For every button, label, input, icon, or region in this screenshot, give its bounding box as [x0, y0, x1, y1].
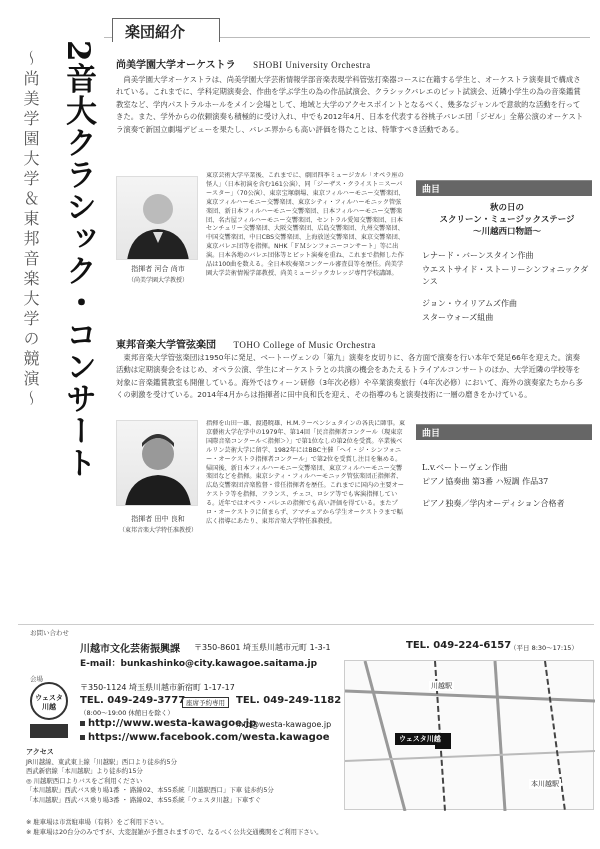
shobi-program-item: ウエストサイド・ストーリーシンフォニックダンス	[422, 265, 589, 286]
shobi-program-item: ジョン・ウイリアムズ作曲	[422, 299, 518, 308]
access-note: ※ 駐車場は20台分のみですが、大変混雑が予想されますので、なるべく公共交通機関をご利用下さい。	[26, 827, 323, 836]
toho-conductor-bio: 指揮を山田一雄、渡邉暁雄、H.M.ラーベンシュタインの各氏に師事。東京藝術大学在学中の1979年、第14回「民音指揮者コンクール（現東京国際音楽コンクール＜指揮＞）」で第1位なしの第2位を受賞。卒業後ベルリン芸術大学に留学、1982年にはBBC主催「ヘイ・ジ・シンフォニー・オーケストラ指揮者コンクール」で第2位を受賞し注目を集める。帰国後、新日本フィルハーモニー交響楽団、東京フィルハーモニー交響楽団などを指揮。東京シティ・フィルハーモニック管弦楽団正指揮者、広島交響楽団音楽監督・常任指揮者を歴任。これまでに国内の主要オーケストラ等を指揮、フランス、チェコ、ロシア等でも客演指揮している。近年ではオペラ・バレエの指揮でも高い評価を得ている。またプロ・オーケストラに留まらず、アマチュアから学生オーケストラまで幅広く指導にあたり、東邦音楽大学特任准教授。	[206, 420, 406, 525]
bullet-icon	[80, 721, 85, 726]
shobi-program-item: レナード・バーンスタイン作曲	[422, 251, 534, 260]
access-item: 「本川越駅」西武バス乗り場1番 ・ 路線02、本55系統「川越駅西口」下車 徒歩約5分	[26, 786, 274, 795]
section-heading: 楽団紹介	[125, 23, 186, 41]
venue-facebook-row	[80, 732, 330, 743]
access-map	[344, 660, 594, 810]
map-station-label: 川越駅	[431, 682, 452, 690]
shobi-conductor-bio: 東京芸術大学卒業後、これまでに、劇団四季ミュージカル「オペラ座の怪人」（日本初演を含む161公演）、同「ジーザス・クライスト＝スーパースター」（70公演）、東京宝塚劇場、東京フィルハーモニー交響楽団、東京フィルハーモニー交響楽団、東京シティ・フィルハーモニック管弦楽団、新日本フィルハーモニー交響楽団、日本フィルハーモニー交響楽団、名古屋フィルハーモニー交響楽団、セントラル愛知交響楽団、日本センチュリー交響楽団、大阪交響楽団、広島交響楽団、九州交響楽団、中国交響楽団、中日CBS交響楽団、上海放送交響楽団、東京交響楽団、東京バレエ団等を指揮。NHK「ＦＭシンフォニーコンサート」等に出演。日本各地のバレエ団体等とピット演奏を重ね、これまで指揮した作品は100曲を数える。全日本吹奏楽コンクール審査員等を歴任。尚美学園大学芸術情報学部教授、尚美ミュージックカレッジ専門学校講師。	[206, 172, 405, 277]
facebook-badge[interactable]	[30, 724, 68, 738]
section-header	[104, 14, 590, 41]
access-notes	[26, 818, 586, 837]
venue-label: 会場	[30, 675, 43, 683]
reserve-label: 座席予約専用	[182, 697, 229, 708]
contact-tel: TEL. 049-224-6157	[406, 640, 512, 651]
access-item: 「本川越駅」西武バス乗り場3番 ・ 路線02、本55系統「ウェスタ川越」下車すぐ	[26, 795, 262, 804]
access-item: 西武新宿線「本川越駅」より徒歩約15分	[26, 767, 143, 776]
divider	[18, 624, 594, 625]
access-heading: アクセス	[26, 748, 54, 756]
vertical-title-block	[18, 40, 96, 620]
reserve-tel: TEL. 049-249-1182	[236, 695, 342, 706]
contact-label: お問い合わせ	[30, 629, 69, 637]
venue-facebook[interactable]: https://www.facebook.com/westa.kawagoe	[88, 732, 330, 743]
shobi-program	[416, 180, 592, 324]
map-station-label: 本川越駅	[531, 780, 559, 788]
contact-address: 〒350-8601 埼玉県川越市元町 1-3-1	[194, 643, 331, 652]
toho-program-item: ピアノ独奏／学内オーディション合格者	[422, 499, 565, 508]
access-item: ◎ 川越駅西口よりバスをご利用ください	[26, 776, 143, 785]
access-note: ※ 駐車場は市営駐車場（有料）をご利用下さい。	[26, 818, 168, 826]
contact-org: 川越市文化芸術振興課	[80, 644, 180, 655]
venue-address: 〒350-1124 埼玉県川越市新宿町 1-17-17	[80, 683, 235, 692]
shobi-title	[116, 56, 371, 71]
venue-email[interactable]: info@westa-kawagoe.jp	[236, 720, 332, 729]
toho-description: 東邦音楽大学管弦楽団は1950年に発足、ベートーヴェンの「第九」演奏を皮切りに、各方面で演奏を行い本年で発足66年を迎えた。演奏活動は定期演奏会をはじめ、オペラ公演、学生にオーケストラとの共演の機会をあたえるトライアルコンサートのほか、大学近隣の学校等を対象に音楽鑑賞教室も開催している。海外ではウィーン研修（3年次必修）や卒業演奏旅行（4年次必修）において、海外の演奏家たちから多くの刺激を受けている。2014年4月からは指揮者に田中良和氏を迎え、その指導のもと演奏技術に一層の磨きをかけている。	[116, 353, 583, 400]
map-venue-label: ウェスタ川越	[395, 733, 445, 745]
bullet-icon	[80, 735, 85, 740]
shobi-program-item: スターウォーズ組曲	[422, 313, 494, 322]
toho-program	[416, 424, 592, 510]
shobi-conductor-caption: 指揮者 河合 尚市 （尚美学園大学教授）	[127, 265, 188, 284]
venue-tel: TEL. 049-249-3777	[80, 695, 186, 706]
toho-program-item: ピアノ協奏曲 第3番 ハ短調 作品37	[422, 477, 549, 486]
access-section	[26, 748, 326, 806]
shobi-conductor-photo	[116, 176, 198, 260]
toho-conductor-photo	[116, 420, 198, 506]
venue-url[interactable]: http://www.westa-kawagoe.jp	[88, 718, 257, 729]
shobi-name-en: SHOBI University Orchestra	[253, 60, 371, 70]
toho-program-heading: 曲目	[416, 425, 592, 440]
contact-tel-note: （平日 8:30〜17:15）	[510, 644, 578, 652]
venue-hours: （8:00〜19:00 休館日を除く）	[80, 709, 174, 717]
concert-title: 2音大クラシック・コンサート	[60, 40, 96, 479]
shobi-program-title: 秋の日の スクリーン・ミュージックステージ 〜川越西口物語〜	[439, 203, 575, 237]
venue-logo-text: ウェスタ川越	[35, 694, 63, 711]
shobi-description: 尚美学園大学オーケストラは、尚美学園大学芸術情報学部音楽表現学科管弦打楽器コースに在籍する学生と、オーケストラ演奏員で構成されている。これまでに、学科定期演奏会、作曲を学ぶ学生の為の作品試演会、クラシックバレエのピット試演会、近隣小学生の為の音楽鑑賞教室など、学内パストラルホールをメイン会場として、地域と大学のアクセスポイントとなるべく、幾多なジャンルで意欲的な活動を行ってきた。また、学外からの依頼演奏も積極的に受け入れ、中でも2012年4月、日本を代表する谷桃子バレエ団「ジゼル」全幕公演のオーケストラ演奏で新国立劇場デビューを果たし、バレエ界からも高い評価を得たことは、特筆すべき活動である。	[116, 75, 584, 134]
toho-program-item: L.v.ベートーヴェン作曲	[422, 463, 508, 472]
section-tab	[112, 18, 220, 42]
shobi-program-heading: 曲目	[416, 181, 592, 196]
toho-name-en: TOHO College of Music Orchestra	[233, 340, 376, 350]
toho-conductor-caption: 指揮者 田中 良和 （東邦音楽大学特任准教授）	[118, 515, 197, 534]
venue-logo	[30, 682, 68, 720]
venue-url-row	[80, 718, 256, 729]
toho-name-ja: 東邦音楽大学管弦楽団	[116, 340, 216, 351]
concert-subtitle: 〜尚美学園大学＆東邦音楽大学の競演〜	[21, 50, 40, 410]
shobi-name-ja: 尚美学園大学オーケストラ	[116, 60, 236, 71]
toho-title	[116, 336, 376, 351]
contact-email[interactable]: E-mail：bunkashinko@city.kawagoe.saitama.jp	[80, 659, 318, 669]
access-item: JR川越線、東武東上線「川越駅」西口より徒歩約5分	[26, 757, 177, 766]
